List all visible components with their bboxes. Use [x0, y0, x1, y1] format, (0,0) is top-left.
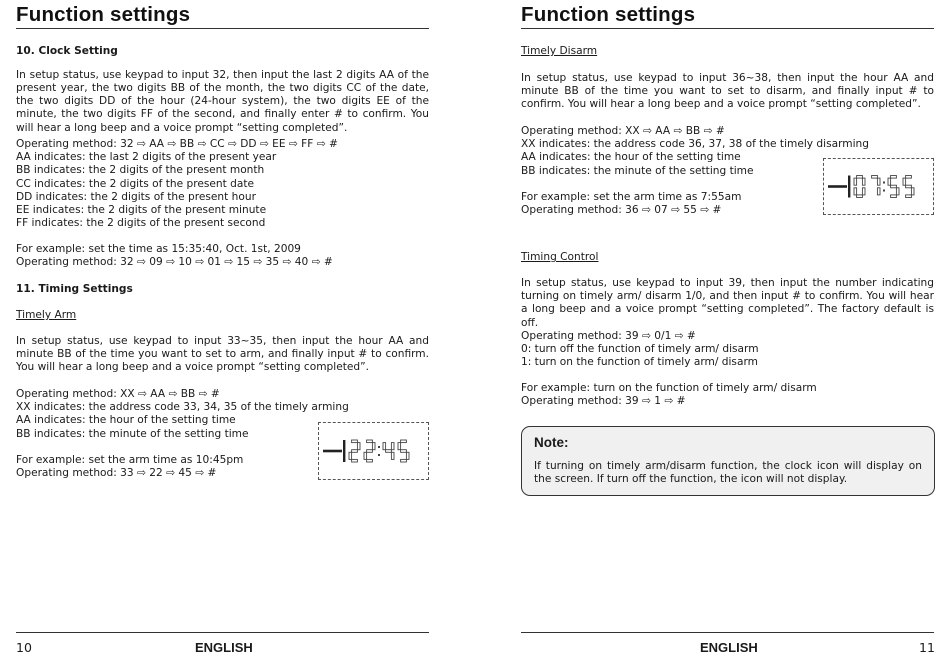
text-line: For example: set the arm time as 10:45pm: [16, 454, 244, 466]
right-page: [521, 0, 934, 659]
lcd-segment: [367, 440, 373, 443]
note-title: Note:: [534, 435, 569, 450]
clock-setting-section: [16, 45, 429, 145]
lcd-segment: [398, 443, 401, 450]
footer-language: ENGLISH: [195, 640, 253, 655]
text-line: Operating method: 39 ⇨ 1 ⇨ #: [521, 395, 686, 408]
text-line: For example: set the time as 15:35:40, Oct. 1st, 2009: [16, 243, 301, 255]
clock-example: [16, 243, 429, 269]
lcd-segment: [891, 185, 897, 188]
subheading: Timely Arm: [16, 309, 77, 321]
left-page: [16, 0, 429, 659]
lcd-segment: [386, 450, 392, 453]
text-line: 0: turn off the function of timely arm/ disarm: [521, 343, 759, 356]
disarm-example: [521, 191, 934, 217]
text-line: FF indicates: the 2 digits of the present second: [16, 217, 266, 230]
lcd-segment: [352, 450, 358, 453]
lcd-segment: [906, 185, 912, 188]
text-line: BB indicates: the 2 digits of the present month: [16, 164, 265, 177]
title-divider: [16, 28, 429, 29]
lcd-segment: [906, 176, 912, 179]
footer-language: ENGLISH: [700, 640, 758, 655]
arm-example: [16, 454, 429, 480]
lcd-segment: [854, 178, 857, 185]
lcd-segment: [367, 450, 373, 453]
text-line: AA indicates: the last 2 digits of the present year: [16, 151, 277, 164]
section-heading: 11. Timing Settings: [16, 283, 133, 295]
text-line: BB indicates: the minute of the setting time: [521, 164, 754, 177]
lcd-segment: [857, 176, 863, 179]
section-intro: In setup status, use keypad to input 36~38, then input the hour AA and minute BB of the time you want to set to disarm, and finally input # to confirm. You will hear a long beep and a voice prompt “setting completed”.: [521, 72, 934, 111]
text-line: 1: turn on the function of timely arm/ disarm: [521, 356, 758, 369]
text-line: Operating method: 33 ⇨ 22 ⇨ 45 ⇨ #: [16, 467, 217, 480]
lcd-segment: [383, 443, 386, 450]
text-line: CC indicates: the 2 digits of the present date: [16, 177, 255, 190]
text-line: Operating method: 36 ⇨ 07 ⇨ 55 ⇨ #: [521, 204, 722, 217]
section-heading: 10. Clock Setting: [16, 45, 118, 57]
lcd-segment: [877, 178, 880, 185]
lcd-segment: [357, 443, 360, 450]
lcd-segment: [862, 178, 865, 185]
subheading: Timely Disarm: [521, 45, 598, 57]
title-divider: [521, 28, 934, 29]
text-line: Operating method: 39 ⇨ 0/1 ⇨ #: [521, 330, 696, 342]
lcd-segment: [891, 176, 897, 179]
text-line: DD indicates: the 2 digits of the present hour: [16, 190, 256, 203]
note-box: [521, 426, 935, 496]
text-line: XX indicates: the address code 36, 37, 38 of the timely disarming: [521, 138, 869, 151]
lcd-colon: [883, 182, 885, 184]
lcd-segment: [401, 450, 407, 453]
page-number: 11: [919, 640, 935, 655]
lcd-segment: [352, 440, 358, 443]
text-line: XX indicates: the address code 33, 34, 35 of the timely arming: [16, 401, 349, 414]
text-line: AA indicates: the hour of the setting time: [16, 414, 236, 427]
note-body: If turning on timely arm/disarm function, the clock icon will display on the screen. If turn off the function, the icon will not display.: [534, 460, 922, 486]
page-title: Function settings: [16, 3, 191, 26]
text-line: EE indicates: the 2 digits of the present minute: [16, 204, 267, 217]
lcd-segment: [391, 443, 394, 450]
control-example: [521, 382, 934, 408]
section-intro: In setup status, use keypad to input 33~35, then input the hour AA and minute BB of the time you want to set to arm, and finally input # to confirm. You will hear a long beep and a voice prompt “setting completed”.: [16, 335, 429, 374]
page-title: Function settings: [521, 3, 696, 26]
footer-divider: [521, 632, 934, 633]
lcd-segment: [888, 178, 891, 185]
text-line: Operating method: 32 ⇨ AA ⇨ BB ⇨ CC ⇨ DD ⇨ EE ⇨ FF ⇨ #: [16, 138, 338, 150]
lcd-dash: [828, 185, 847, 188]
lcd-segment: [903, 178, 906, 185]
lcd-colon: [378, 446, 380, 448]
clock-operating-method: [16, 138, 429, 230]
lcd-segment: [372, 443, 375, 450]
section-intro: In setup status, use keypad to input 39, then input the number indicating turning on timely arm/ disarm 1/0, and then input # to confirm. You will hear a long beep and a voice prompt “setting completed”. The factory default is off.: [521, 277, 934, 329]
text-line: For example: turn on the function of timely arm/ disarm: [521, 382, 817, 394]
control-operating-method: [521, 330, 934, 370]
text-line: Operating method: XX ⇨ AA ⇨ BB ⇨ #: [16, 388, 220, 400]
page-number: 10: [16, 640, 32, 655]
subheading: Timing Control: [521, 251, 599, 263]
text-line: For example: set the arm time as 7:55am: [521, 191, 742, 203]
text-line: Operating method: XX ⇨ AA ⇨ BB ⇨ #: [521, 125, 725, 137]
text-line: BB indicates: the minute of the setting time: [16, 427, 249, 440]
footer-divider: [16, 632, 429, 633]
text-line: Operating method: 32 ⇨ 09 ⇨ 10 ⇨ 01 ⇨ 15 ⇨ 35 ⇨ 40 ⇨ #: [16, 256, 333, 269]
lcd-segment: [872, 176, 878, 179]
lcd-segment: [401, 440, 407, 443]
lcd-dash: [323, 450, 342, 453]
section-intro: In setup status, use keypad to input 32, then input the last 2 digits AA of the present year, the two digits BB of the month, the two digits CC of the date, the two digits DD of the hour (24-hour system), the two digits EE of the minute, the two digits FF of the second, and finally enter # to confirm. You will hear a long beep and a voice prompt “setting completed”.: [16, 68, 429, 134]
text-line: AA indicates: the hour of the setting time: [521, 151, 741, 164]
